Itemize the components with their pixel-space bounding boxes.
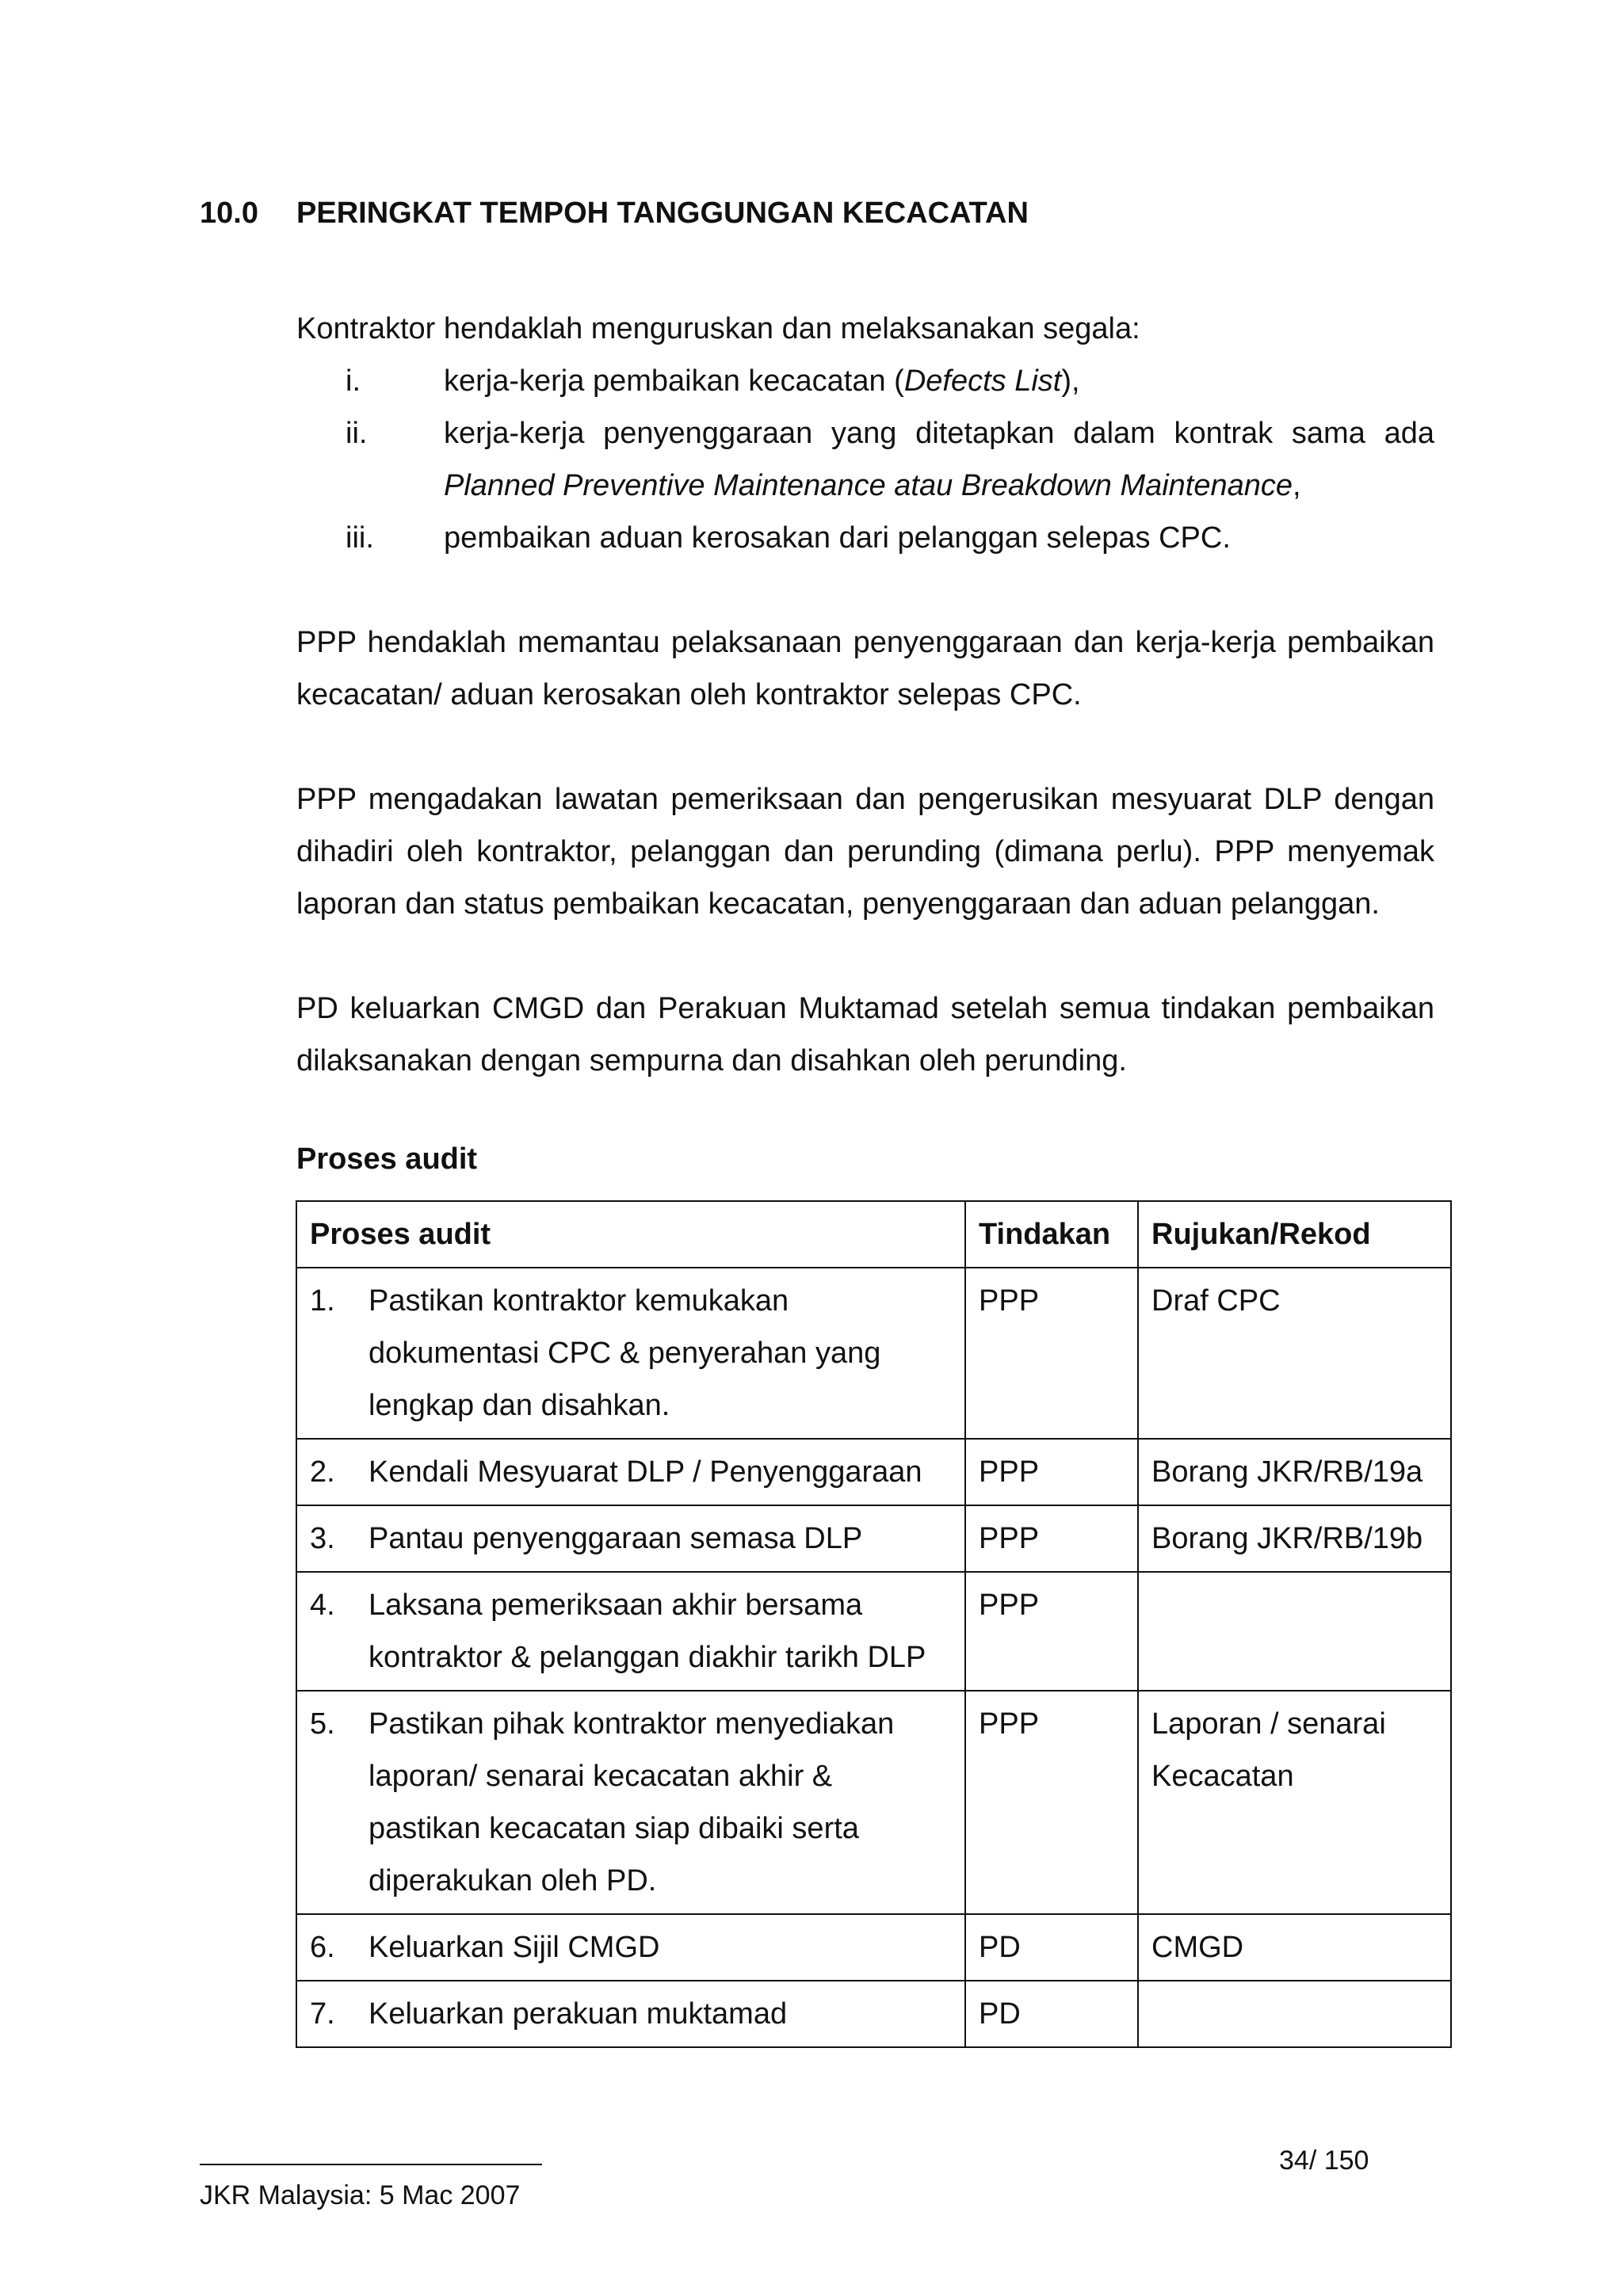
paragraph-1: PPP hendaklah memantau pelaksanaan penyenggaraan dan kerja-kerja pembaikan kecacatan/ aduan kerosakan oleh kontraktor selepas CPC. [296,626,1434,711]
column-header-action: Tindakan [965,1201,1138,1268]
process-cell: 7. Keluarkan perakuan muktamad [296,1981,965,2047]
paragraph-2: PPP mengadakan lawatan pemeriksaan dan pengerusikan mesyuarat DLP dengan dihadiri oleh kontraktor, pelanggan dan perunding (dimana perlu). PPP menyemak laporan dan status pembaikan kecacatan, penyenggaraan dan aduan pelanggan. [296,783,1434,921]
reference-cell: Draf CPC [1138,1268,1451,1439]
audit-heading: Proses audit [296,1142,478,1176]
table-row [296,1439,1451,1505]
list-marker: i. [346,364,361,398]
action-cell: PPP [965,1439,1138,1505]
footer-divider [200,2164,542,2165]
list-item-i [296,355,1434,407]
footer-text: JKR Malaysia: 5 Mac 2007 [200,2180,521,2210]
process-cell: 1. Pastikan kontraktor kemukakan dokumentasi CPC & penyerahan yang lengkap dan disahkan. [296,1268,965,1439]
table-row [296,1691,1451,1914]
table-row [296,1981,1451,2047]
action-cell: PPP [965,1572,1138,1691]
reference-cell [1138,1572,1451,1691]
section-title: PERINGKAT TEMPOH TANGGUNGAN KECACATAN [296,196,1029,230]
list-item-iii [296,512,1434,564]
action-cell: PPP [965,1505,1138,1572]
column-header-reference: Rujukan/Rekod [1138,1201,1451,1268]
reference-cell: Laporan / senarai Kecacatan [1138,1691,1451,1914]
column-header-process: Proses audit [296,1201,965,1268]
table-row [296,1914,1451,1981]
process-cell: 6. Keluarkan Sijil CMGD [296,1914,965,1981]
process-cell: 4. Laksana pemeriksaan akhir bersama kontraktor & pelanggan diakhir tarikh DLP [296,1572,965,1691]
table-row [296,1505,1451,1572]
process-cell: 2. Kendali Mesyuarat DLP / Penyenggaraan [296,1439,965,1505]
audit-table [296,1200,1452,2048]
action-cell: PPP [965,1268,1138,1439]
table-header-row [296,1201,1451,1268]
reference-cell: Borang JKR/RB/19b [1138,1505,1451,1572]
list-marker: ii. [346,417,368,450]
page-number: 34/ 150 [1279,2145,1369,2176]
intro-text: Kontraktor hendaklah menguruskan dan melaksanakan segala: [296,312,1140,345]
reference-cell: CMGD [1138,1914,1451,1981]
process-cell: 3. Pantau penyenggaraan semasa DLP [296,1505,965,1572]
reference-cell [1138,1981,1451,2047]
list-marker: iii. [346,521,374,555]
reference-cell: Borang JKR/RB/19a [1138,1439,1451,1505]
section-number: 10.0 [200,196,258,230]
action-cell: PD [965,1914,1138,1981]
table-row [296,1572,1451,1691]
list-text: kerja-kerja penyenggaraan yang ditetapkan dalam kontrak sama ada Planned Preventive Maintenance atau Breakdown Maintenance, [444,417,1434,502]
list-item-ii [296,407,1434,512]
action-cell: PD [965,1981,1138,2047]
process-cell: 5. Pastikan pihak kontraktor menyediakan laporan/ senarai kecacatan akhir & pastikan kecacatan siap dibaiki serta diperakukan oleh PD. [296,1691,965,1914]
list-text: kerja-kerja pembaikan kecacatan (Defects List), [444,364,1080,398]
list-text: pembaikan aduan kerosakan dari pelanggan selepas CPC. [444,521,1231,555]
paragraph-3: PD keluarkan CMGD dan Perakuan Muktamad setelah semua tindakan pembaikan dilaksanakan dengan sempurna dan disahkan oleh perunding. [296,992,1434,1077]
action-cell: PPP [965,1691,1138,1914]
section-heading [200,196,1029,231]
table-row [296,1268,1451,1439]
